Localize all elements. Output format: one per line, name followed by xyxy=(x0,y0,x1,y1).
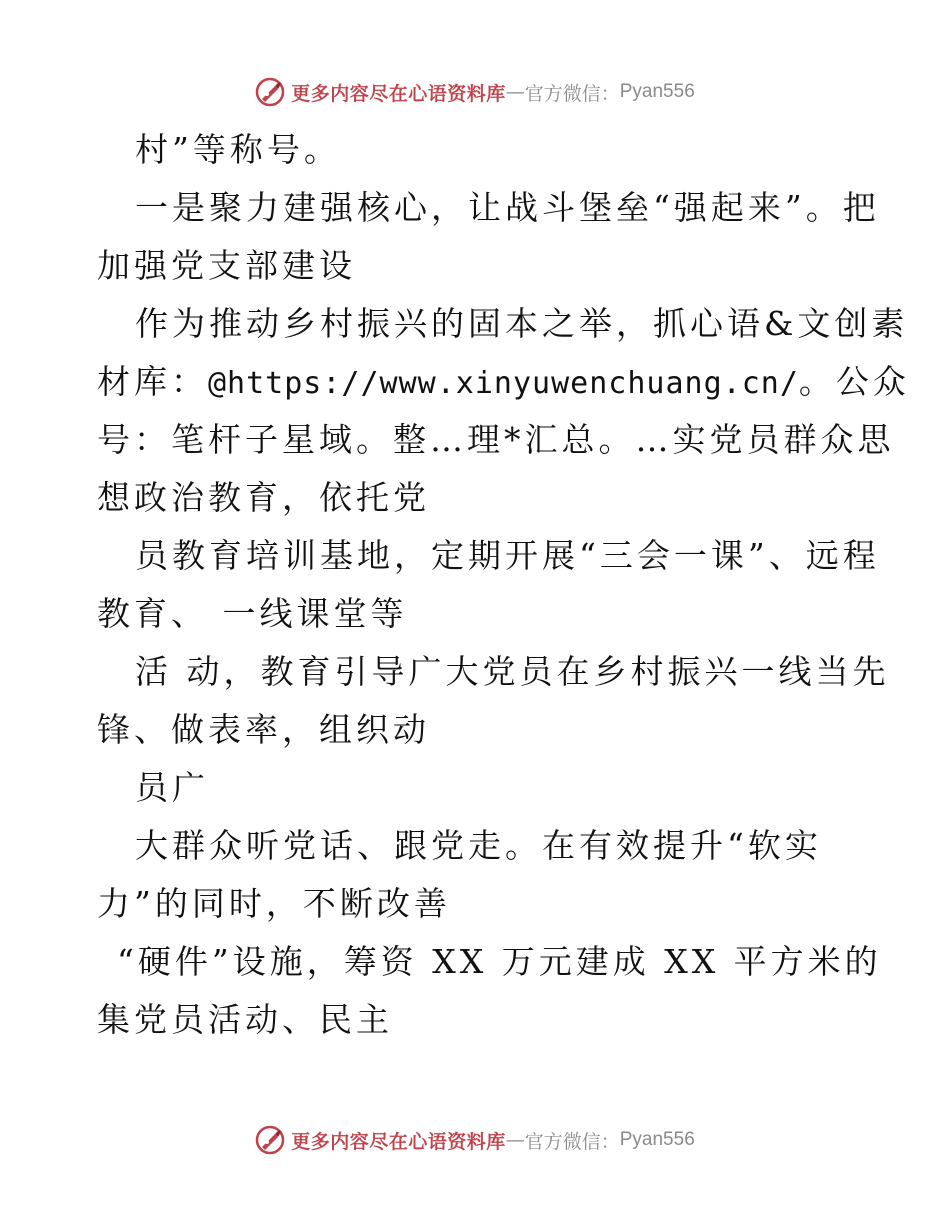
body-line: 活 动，教育引导广大党员在乡村振兴一线当先 xyxy=(135,652,890,691)
document-body xyxy=(97,121,910,1049)
body-line: 锋、做表率，组织动 xyxy=(97,710,430,749)
header-site-text: 更多内容尽在心语资料库 xyxy=(291,82,506,105)
footer-dash: — xyxy=(505,1129,525,1151)
body-text: 。公众 xyxy=(798,362,910,401)
body-line: 力”的同时，不断改善 xyxy=(97,884,451,923)
body-line: 员广 xyxy=(135,768,209,807)
body-line: 大群众听党话、跟党走。在有效提升“软实 xyxy=(135,826,822,865)
body-text: 材库： xyxy=(97,362,208,401)
quill-logo-icon xyxy=(255,1125,285,1155)
body-line: “硬件”设施，筹资 XX 万元建成 XX 平方米的 xyxy=(117,942,882,981)
body-line: 村”等称号。 xyxy=(135,130,341,169)
header-banner xyxy=(0,72,950,112)
body-line: 一是聚力建强核心，让战斗堡垒“强起来”。把 xyxy=(135,188,880,227)
body-line: 作为推动乡村振兴的固本之举，抓心语&文创素 xyxy=(135,304,909,343)
header-wechat-label: 官方微信： xyxy=(524,82,620,105)
footer-wechat-label: 官方微信： xyxy=(524,1130,620,1153)
footer-wechat-id: Pyan556 xyxy=(619,1129,695,1150)
body-line: 号：笔杆子星域。整…理*汇总。…实党员群众思 xyxy=(97,420,895,459)
body-line: 集党员活动、民主 xyxy=(97,1000,393,1039)
body-line: 加强党支部建设 xyxy=(97,246,356,285)
url-text: @https://www.xinyuwenchuang.cn/ xyxy=(208,366,799,401)
quill-logo-icon xyxy=(255,77,285,107)
footer-site-text: 更多内容尽在心语资料库 xyxy=(291,1130,506,1153)
body-line: 员教育培训基地，定期开展“三会一课”、远程 xyxy=(135,536,880,575)
body-line: 想政治教育，依托党 xyxy=(97,478,430,517)
header-dash: — xyxy=(505,81,525,103)
body-line: 教育、 一线课堂等 xyxy=(97,594,408,633)
header-wechat-id: Pyan556 xyxy=(619,81,695,102)
footer-banner xyxy=(0,1120,950,1160)
body-line-url xyxy=(97,353,910,411)
